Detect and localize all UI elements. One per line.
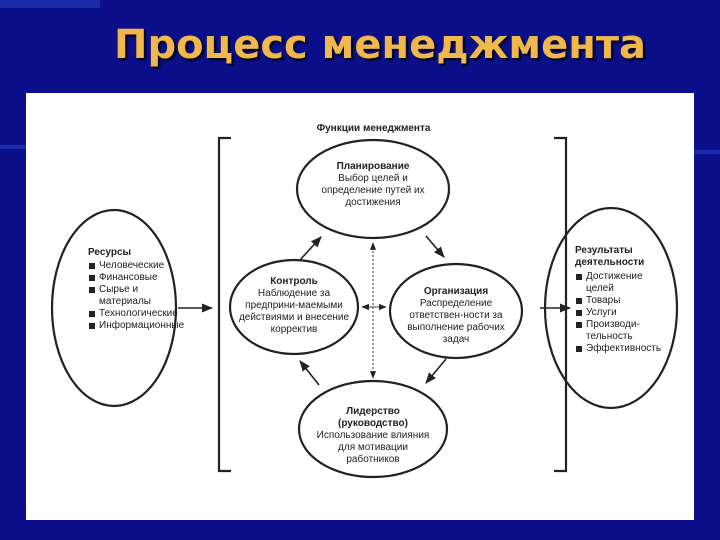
organization-text: Распределение ответствен-ности за выполнение рабочих задач xyxy=(407,298,505,345)
resources-list xyxy=(88,260,194,332)
list-item: Достижение целей xyxy=(575,271,644,295)
control-to-planning-arrow xyxy=(300,237,321,260)
list-item: Товары xyxy=(575,295,665,307)
organization-to-leadership-arrow xyxy=(426,359,446,383)
list-item: Технологические xyxy=(88,308,194,320)
leadership-title: Лидерство (руководство) xyxy=(338,406,408,429)
list-item: Информационные xyxy=(88,320,194,332)
control-text: Наблюдение за предприни-маемыми действиями и внесение корректив xyxy=(238,288,350,335)
list-item: Человеческие xyxy=(88,260,194,272)
background-bar-top xyxy=(0,0,100,8)
background-bar-right xyxy=(694,150,720,154)
planning-to-organization-arrow xyxy=(426,236,444,257)
organization-title: Организация xyxy=(423,286,489,297)
slide-title: Процесс менеджмента xyxy=(113,22,647,68)
results-title: Результаты деятельности xyxy=(575,245,645,268)
list-item: Услуги xyxy=(575,307,665,319)
list-item: Финансовые xyxy=(88,272,194,284)
background-bar-left xyxy=(0,145,26,149)
control-title: Контроль xyxy=(270,276,318,287)
functions-header: Функции менеджмента xyxy=(316,123,431,134)
resources-title: Ресурсы xyxy=(88,247,132,258)
results-list xyxy=(575,271,665,355)
functions-frame-right xyxy=(554,138,566,471)
list-item: Сырье и материалы xyxy=(88,284,167,308)
list-item: Эффективность xyxy=(575,343,665,355)
planning-text: Выбор целей и определение путей их достижения xyxy=(321,173,425,208)
leadership-text: Использование влияния для мотивации работников xyxy=(316,430,430,465)
diagram-panel xyxy=(26,93,694,520)
list-item: Производи-тельность xyxy=(575,319,648,343)
leadership-to-control-arrow xyxy=(300,361,319,385)
planning-title: Планирование xyxy=(336,161,410,172)
